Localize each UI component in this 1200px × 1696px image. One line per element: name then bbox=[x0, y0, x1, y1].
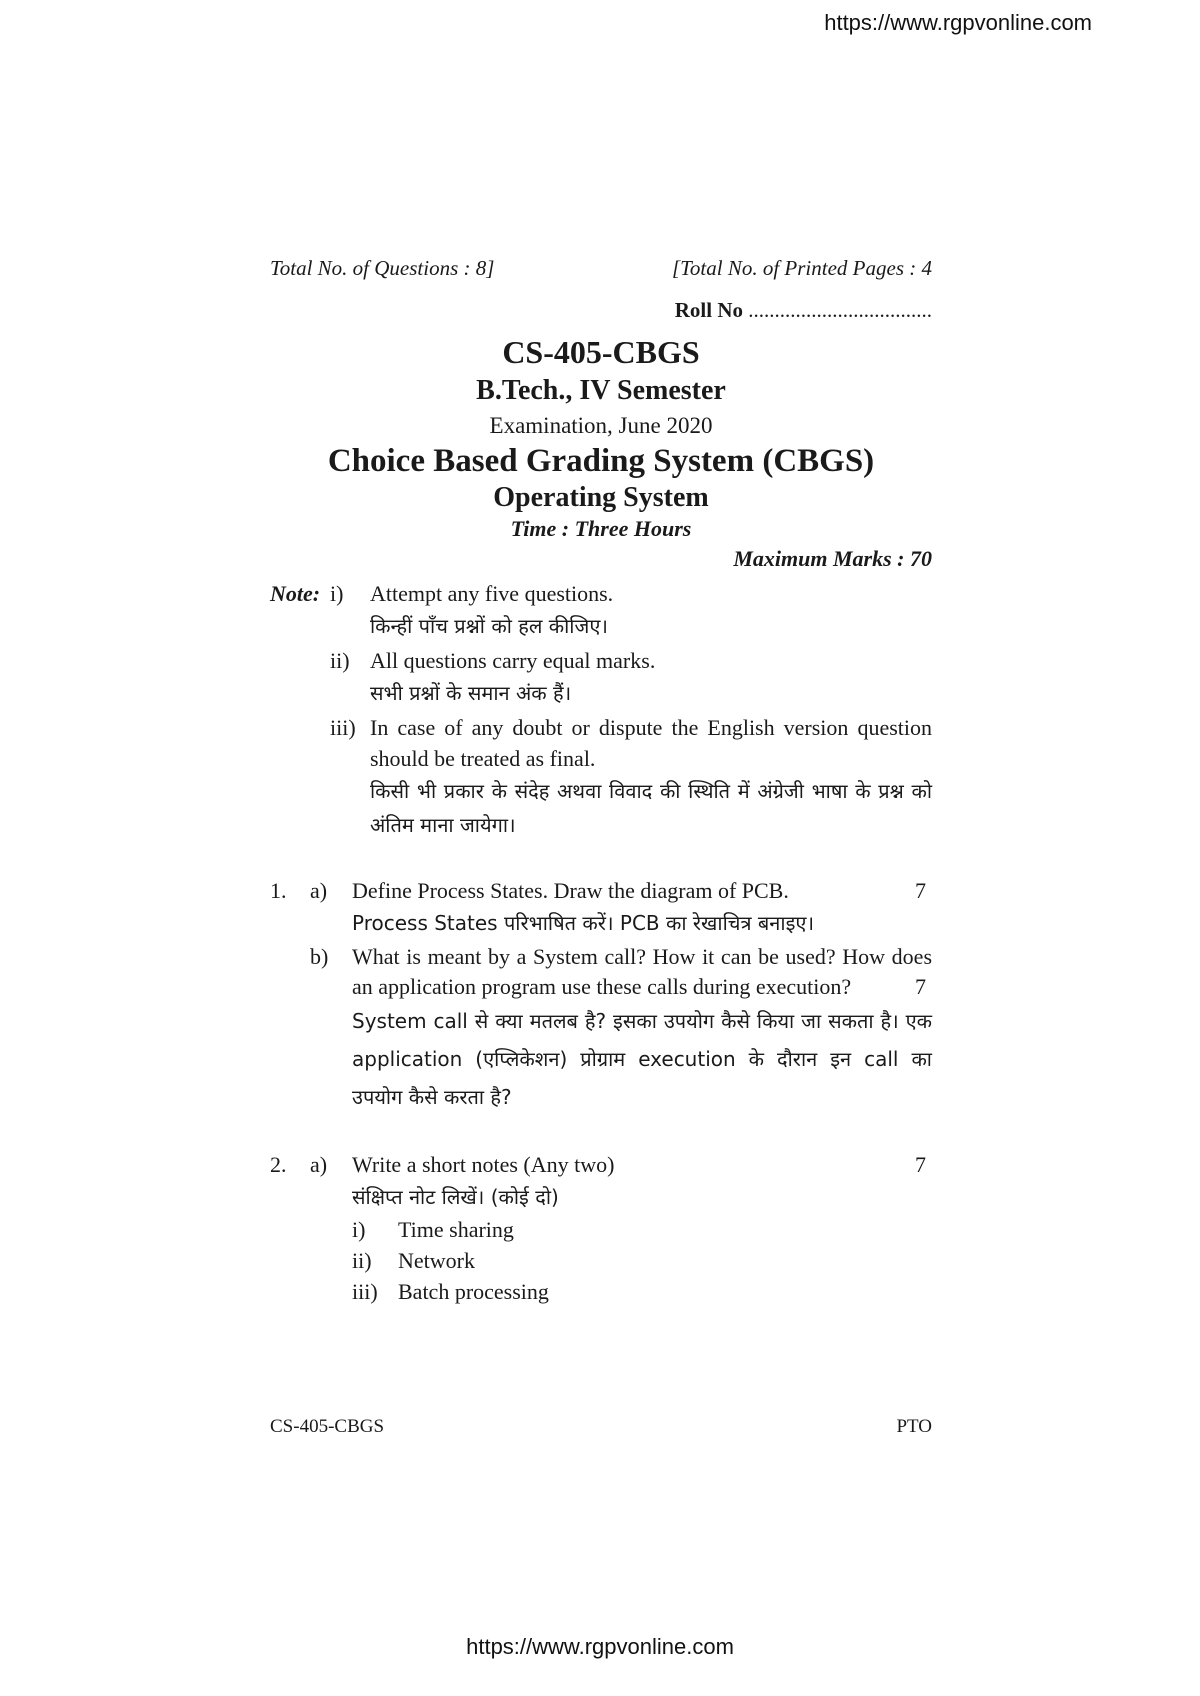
roll-label: Roll No bbox=[674, 298, 743, 322]
question-2 bbox=[270, 1150, 932, 1307]
exam-session: Examination, June 2020 bbox=[489, 413, 713, 438]
footer-code: CS-405-CBGS bbox=[270, 1416, 385, 1437]
note-number: ii) bbox=[330, 648, 350, 673]
footer-pto: PTO bbox=[896, 1416, 932, 1437]
question-text: Write a short notes (Any two) bbox=[352, 1152, 615, 1177]
question-text-hindi: संक्षिप्त नोट लिखें। (कोई दो) bbox=[352, 1185, 559, 1209]
list-item bbox=[352, 1276, 932, 1307]
instructions bbox=[270, 578, 932, 842]
question-number: 2. bbox=[270, 1152, 287, 1177]
maximum-marks: Maximum Marks : 70 bbox=[733, 546, 932, 571]
question-number: 1. bbox=[270, 878, 287, 903]
question-1 bbox=[270, 876, 932, 1116]
marks: 7 bbox=[915, 878, 926, 903]
list-item bbox=[352, 1214, 932, 1245]
source-url-top: https://www.rgpvonline.com bbox=[824, 10, 1092, 35]
semester: B.Tech., IV Semester bbox=[476, 375, 726, 406]
list-item-text: Time sharing bbox=[398, 1217, 514, 1242]
page-footer bbox=[270, 1416, 932, 1438]
roll-number-line bbox=[270, 298, 932, 328]
note-text-hindi: किन्हीं पाँच प्रश्नों को हल कीजिए। bbox=[370, 614, 608, 638]
total-pages: [Total No. of Printed Pages : 4 bbox=[672, 256, 932, 280]
list-item-number: i) bbox=[352, 1217, 366, 1242]
source-url-bottom: https://www.rgpvonline.com bbox=[466, 1634, 734, 1659]
list-item-text: Network bbox=[398, 1248, 475, 1273]
question-part: b) bbox=[310, 944, 329, 969]
list-item-text: Batch processing bbox=[398, 1279, 549, 1304]
total-questions: Total No. of Questions : 8] bbox=[270, 256, 495, 280]
exam-paper bbox=[270, 256, 932, 1307]
marks: 7 bbox=[915, 974, 926, 999]
roll-blank: ................................... bbox=[743, 298, 932, 322]
subject-title: Operating System bbox=[493, 482, 709, 513]
note-text: In case of any doubt or dispute the English version question should be treated as final. bbox=[370, 715, 932, 771]
question-part: a) bbox=[310, 1152, 328, 1177]
note-text-hindi: सभी प्रश्नों के समान अंक हैं। bbox=[370, 681, 572, 705]
note-text: All questions carry equal marks. bbox=[370, 648, 656, 673]
list-item-number: iii) bbox=[352, 1279, 378, 1304]
marks: 7 bbox=[915, 1152, 926, 1177]
paper-code: CS-405-CBGS bbox=[502, 334, 700, 370]
exam-time: Time : Three Hours bbox=[510, 516, 692, 541]
grading-scheme: Choice Based Grading System (CBGS) bbox=[327, 443, 875, 479]
question-part: a) bbox=[310, 878, 328, 903]
note-text-hindi: किसी भी प्रकार के संदेह अथवा विवाद की स्थिति में अंग्रेजी भाषा के प्रश्न को अंतिम माना जायेगा। bbox=[370, 779, 932, 837]
question-text: What is meant by a System call? How it can be used? How does an application program use these calls during execution? bbox=[352, 944, 932, 999]
note-number: iii) bbox=[330, 715, 356, 740]
question-text: Define Process States. Draw the diagram of PCB. bbox=[352, 878, 789, 903]
note-label: Note: bbox=[270, 581, 321, 606]
list-item bbox=[352, 1245, 932, 1276]
question-text-hindi: System call से क्या मतलब है? इसका उपयोग कैसे किया जा सकता है। एक application (एप्लिकेशन) प्रोग्राम execution के दौरान इन call का उपयोग कैसे करता है? bbox=[352, 1009, 932, 1109]
note-number: i) bbox=[330, 581, 344, 606]
question-text-hindi: Process States परिभाषित करें। PCB का रेखाचित्र बनाइए। bbox=[352, 911, 815, 935]
paper-header bbox=[270, 256, 932, 286]
note-text: Attempt any five questions. bbox=[370, 581, 614, 606]
list-item-number: ii) bbox=[352, 1248, 372, 1273]
